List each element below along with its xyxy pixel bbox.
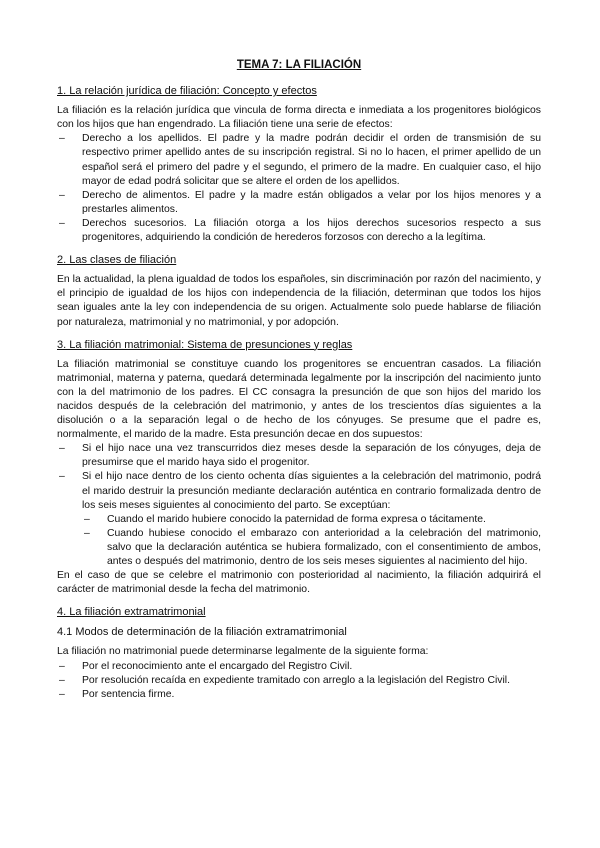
- list-item: [57, 470, 541, 569]
- list-item: – Por resolución recaída en expediente tramitado con arreglo a la legislación del Registro Civil.: [57, 674, 541, 688]
- section-paragraph: La filiación no matrimonial puede determinarse legalmente de la siguiente forma:: [57, 646, 429, 658]
- subsection-heading: 4.1 Modos de determinación de la filiación extramatrimonial: [57, 626, 347, 639]
- sub-list: [82, 513, 541, 569]
- section-closing-paragraph: En el caso de que se celebre el matrimonio con posterioridad al nacimiento, la filiación adquirirá el carácter de matrimonial desde la fecha del matrimonio.: [57, 570, 541, 596]
- section-paragraph: La filiación es la relación jurídica que vincula de forma directa e inmediata a los progenitores biológicos con los hijos que han engendrado. La filiación tiene una serie de efectos:: [57, 105, 541, 131]
- section-4: [57, 605, 541, 702]
- list-item: – Derechos sucesorios. La filiación otorga a los hijos derechos sucesorios respecto a sus progenitores, adquiriendo la condición de herederos forzosos con derecho a la legítima.: [57, 217, 541, 245]
- section-paragraph: La filiación matrimonial se constituye cuando los progenitores se encuentran casados. La filiación matrimonial, materna y paterna, quedará determinada legalmente por la inscripción del nacimiento junto con la del matrimonio de los padres. El CC consagra la presunción de que son hijos del marido los nacidos después de la celebración del matrimonio, y antes de los trescientos días siguientes a la disolución o a la separación legal o de hecho de los cónyuges. Se presume que el padre es, normalmente, el marido de la madre. Esta presunción decae en dos supuestos:: [57, 358, 541, 441]
- section-paragraph: En la actualidad, la plena igualdad de todos los españoles, sin discriminación por razón del nacimiento, y el principio de igualdad de los hijos con independencia de la filiación, determinan que todos los hijos sean iguales ante la ley con independencia de su origen. Actualmente solo puede hablarse de filiación por naturaleza, matrimonial y no matrimonial, y por adopción.: [57, 274, 541, 328]
- effects-list: [57, 132, 541, 245]
- section-2: [57, 253, 541, 329]
- list-item: – Derecho a los apellidos. El padre y la madre podrán decidir el orden de transmisión de su respectivo primer apellido antes de su inscripción registral. Si no lo hacen, el primer apellido de un español será el primero del padre y el segundo, el primero de la madre. En cualquier caso, el hijo mayor de edad podrá solicitar que se altere el orden de los apellidos.: [57, 132, 541, 188]
- section-heading: 1. La relación jurídica de filiación: Concepto y efectos: [57, 85, 317, 98]
- section-3: [57, 338, 541, 598]
- list-item: – Por sentencia firme.: [57, 688, 541, 702]
- list-item: – Si el hijo nace una vez transcurridos diez meses desde la separación de los cónyuges, deja de presumirse que el marido haya sido el progenitor.: [57, 442, 541, 470]
- determination-list: [57, 660, 541, 702]
- list-item: – Derecho de alimentos. El padre y la madre están obligados a velar por los hijos menores y a prestarles alimentos.: [57, 189, 541, 217]
- sub-list-item: – Cuando hubiese conocido el embarazo con anterioridad a la celebración del matrimonio, salvo que la declaración auténtica se hubiera formalizado, con el consentimiento de ambos, antes o después del matrimonio, dentro de los seis meses siguientes al nacimiento del hijo.: [82, 527, 541, 569]
- document-page: [57, 58, 541, 710]
- list-item-text: Si el hijo nace dentro de los ciento ochenta días siguientes a la celebración del matrimonio, podrá el marido destruir la presunción mediante declaración auténtica en contrario formalizada dentro de los seis meses siguientes al conocimiento del parto. Se exceptúan:: [82, 471, 541, 511]
- sub-list-item: – Cuando el marido hubiere conocido la paternidad de forma expresa o tácitamente.: [82, 513, 541, 527]
- section-heading: 4. La filiación extramatrimonial: [57, 606, 206, 619]
- section-1: [57, 84, 541, 245]
- exceptions-list: [57, 442, 541, 569]
- list-item: – Por el reconocimiento ante el encargado del Registro Civil.: [57, 660, 541, 674]
- section-heading: 3. La filiación matrimonial: Sistema de presunciones y reglas: [57, 338, 353, 351]
- page-title: TEMA 7: LA FILIACIÓN: [236, 59, 362, 71]
- section-heading: 2. Las clases de filiación: [57, 254, 177, 267]
